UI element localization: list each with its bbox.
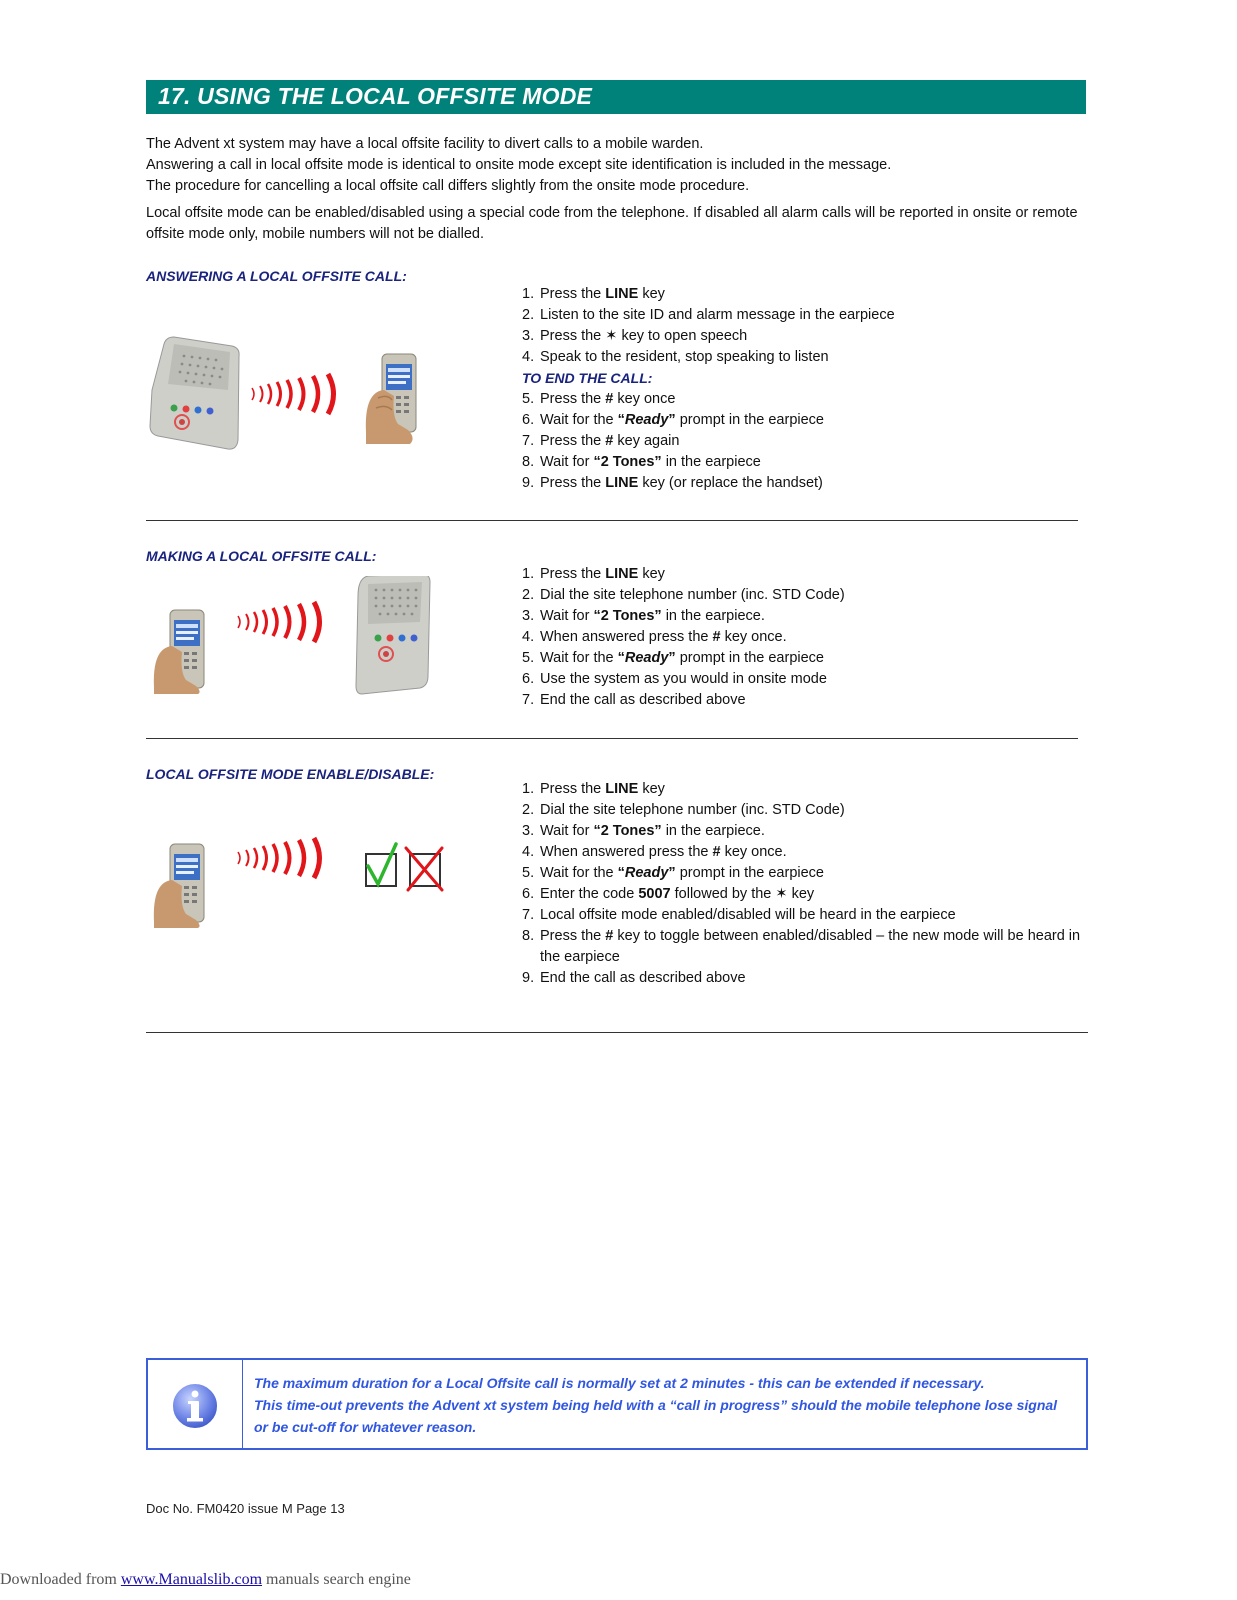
radio-waves [238, 838, 320, 878]
enable-steps [522, 779, 1092, 989]
list-item: 2. Listen to the site ID and alarm message in the earpiece [522, 307, 895, 323]
alarm-unit-image [356, 576, 430, 694]
mobile-phone-image [154, 610, 204, 694]
list-item: 4. When answered press the # key once. [522, 629, 787, 645]
section-title: 17. USING THE LOCAL OFFSITE MODE [158, 83, 593, 109]
making-heading: MAKING A LOCAL OFFSITE CALL: [146, 548, 377, 564]
mobile-phone-image [366, 354, 416, 444]
star-key-icon: ✶ [775, 886, 788, 902]
list-item: 7. Press the # key again [522, 433, 680, 449]
answering-heading: ANSWERING A LOCAL OFFSITE CALL: [146, 268, 407, 284]
list-item: 5. Press the # key once [522, 391, 676, 407]
list-item: 6. Wait for the “Ready” prompt in the earpiece [522, 412, 824, 428]
enable-heading: LOCAL OFFSITE MODE ENABLE/DISABLE: [146, 766, 435, 782]
list-item: 5. Wait for the “Ready” prompt in the earpiece [522, 865, 824, 881]
list-item: 6. Enter the code 5007 followed by the ✶ key [522, 886, 815, 902]
list-item: 9. End the call as described above [522, 970, 746, 986]
list-item: 8. Wait for “2 Tones” in the earpiece [522, 454, 761, 470]
info-note-box [146, 1358, 1088, 1450]
star-key-icon: ✶ [605, 328, 618, 344]
info-icon [148, 1360, 242, 1448]
list-item: 3. Press the ✶ key to open speech [522, 328, 748, 344]
note-line-2: This time-out prevents the Advent xt system being held with a “call in progress” should the mobile telephone lose signal or be cut-off for whatever reason. [254, 1397, 1058, 1435]
checkbox-checked-icon [366, 844, 396, 886]
list-item: 3. Wait for “2 Tones” in the earpiece. [522, 823, 765, 839]
mobile-phone-image [154, 844, 204, 928]
enable-illustration [146, 814, 446, 934]
answering-illustration [146, 332, 436, 454]
list-item: 1. Press the LINE key [522, 566, 665, 582]
page-footer: Doc No. FM0420 issue M Page 13 [146, 1501, 345, 1516]
intro-paragraph-2: Local offsite mode can be enabled/disabled using a special code from the telephone. If disabled all alarm calls will be reported in onsite or remote offsite mode only, mobile numbers will not be dialled. [146, 205, 1078, 242]
section-divider [146, 738, 1078, 739]
list-item: 4. When answered press the # key once. [522, 844, 787, 860]
list-item: 1. Press the LINE key [522, 781, 665, 797]
info-note-text [254, 1372, 1074, 1438]
checkbox-crossed-icon [406, 848, 442, 890]
note-line-1: The maximum duration for a Local Offsite call is normally set at 2 minutes - this can be extended if necessary. [254, 1375, 985, 1391]
info-icon-cell [148, 1360, 243, 1448]
list-item: 3. Wait for “2 Tones” in the earpiece. [522, 608, 765, 624]
intro-text [146, 134, 1086, 245]
list-item: 2. Dial the site telephone number (inc. STD Code) [522, 587, 845, 603]
list-item: 7. Local offsite mode enabled/disabled will be heard in the earpiece [522, 907, 956, 923]
making-steps [522, 564, 1092, 711]
list-item: 2. Dial the site telephone number (inc. STD Code) [522, 802, 845, 818]
list-item: 5. Wait for the “Ready” prompt in the earpiece [522, 650, 824, 666]
end-call-heading: TO END THE CALL: [522, 370, 653, 386]
list-item: 6. Use the system as you would in onsite mode [522, 671, 827, 687]
download-notice: Downloaded from www.Manualslib.com manuals search engine [0, 1571, 411, 1588]
list-item: 8. Press the # key to toggle between enabled/disabled – the new mode will be heard in the earpiece [522, 928, 1081, 965]
answering-steps [522, 284, 1092, 494]
section-divider [146, 520, 1078, 521]
list-item: 7. End the call as described above [522, 692, 746, 708]
radio-waves [252, 374, 334, 414]
radio-waves [238, 602, 320, 642]
making-illustration [146, 576, 436, 698]
intro-line-3: The procedure for cancelling a local offsite call differs slightly from the onsite mode procedure. [146, 178, 750, 194]
list-item: 9. Press the LINE key (or replace the handset) [522, 475, 823, 491]
intro-line-1: The Advent xt system may have a local offsite facility to divert calls to a mobile warden. [146, 136, 704, 152]
list-item: 4. Speak to the resident, stop speaking to listen [522, 349, 829, 365]
manualslib-link[interactable]: www.Manualslib.com [120, 1571, 263, 1588]
alarm-unit-image [150, 337, 239, 449]
list-item: 1. Press the LINE key [522, 286, 665, 302]
section-header [146, 80, 1086, 114]
section-divider [146, 1032, 1088, 1033]
intro-line-2: Answering a call in local offsite mode is identical to onsite mode except site identification is included in the message. [146, 157, 892, 173]
